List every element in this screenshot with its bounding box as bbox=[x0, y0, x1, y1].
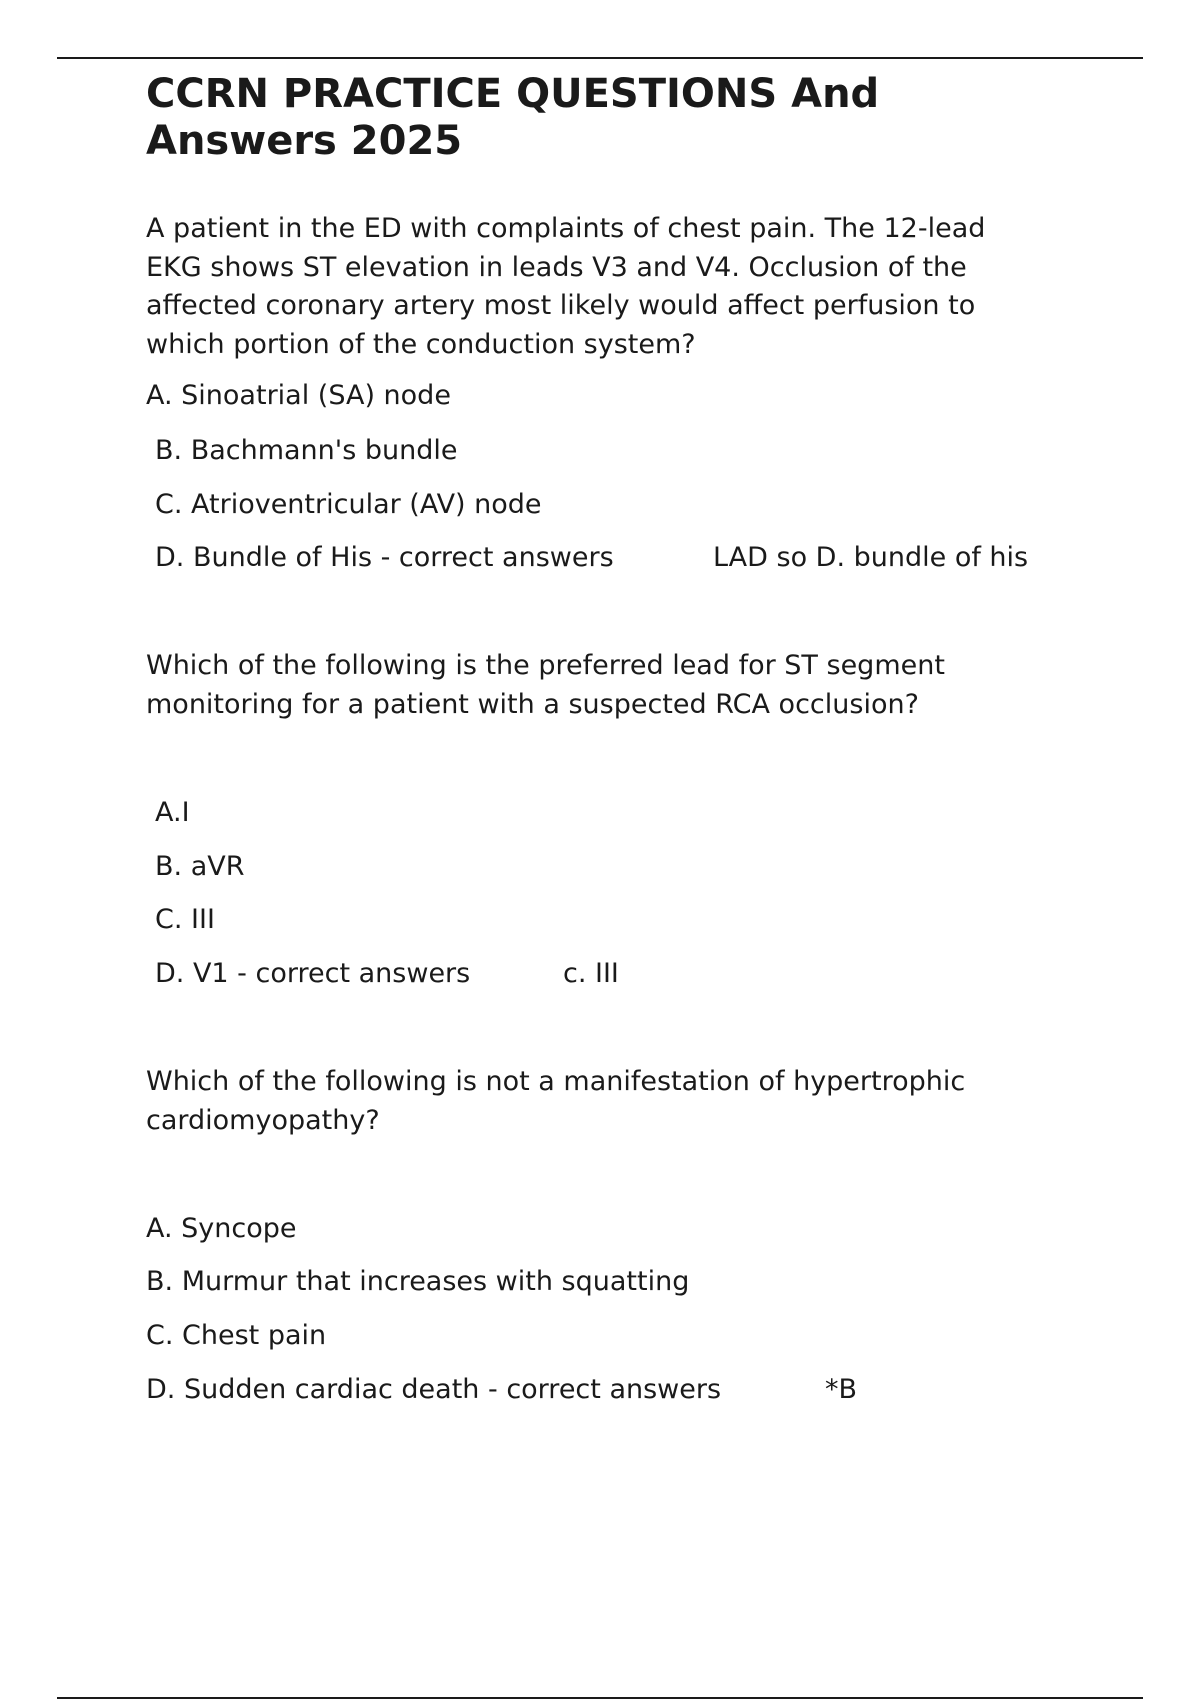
question-3-text: Which of the following is not a manifestation of hypertrophic cardiomyopathy? bbox=[146, 1066, 966, 1136]
question-2-answer: c. III bbox=[563, 958, 619, 989]
question-3-option-d: D. Sudden cardiac death - correct answers bbox=[146, 1374, 722, 1405]
question-1-option-d: D. Bundle of His - correct answers bbox=[155, 542, 614, 573]
question-2-option-b: B. aVR bbox=[155, 851, 245, 882]
question-3-option-c: C. Chest pain bbox=[146, 1320, 327, 1351]
question-1-option-a: A. Sinoatrial (SA) node bbox=[146, 380, 451, 411]
question-3-answer: *B bbox=[825, 1374, 858, 1405]
question-1-option-c: C. Atrioventricular (AV) node bbox=[155, 489, 542, 520]
question-2-option-c: C. III bbox=[155, 904, 215, 935]
document-title: CCRN PRACTICE QUESTIONS And Answers 2025 bbox=[146, 71, 880, 164]
question-3-option-b: B. Murmur that increases with squatting bbox=[146, 1266, 690, 1297]
question-2-option-a: A.I bbox=[155, 797, 190, 828]
question-1-answer: LAD so D. bundle of his bbox=[713, 542, 1029, 573]
question-1-option-b: B. Bachmann's bundle bbox=[155, 435, 458, 466]
question-2-option-d: D. V1 - correct answers bbox=[155, 958, 471, 989]
bottom-rule bbox=[57, 1697, 1143, 1699]
question-1-text: A patient in the ED with complaints of chest pain. The 12-lead EKG shows ST elevation in leads V3 and V4. Occlusion of the affected coronary artery most likely would affect perfusion to which portion of the conduction system? bbox=[146, 213, 986, 360]
top-rule bbox=[57, 57, 1143, 59]
question-2-text: Which of the following is the preferred lead for ST segment monitoring for a patient with a suspected RCA occlusion? bbox=[146, 650, 945, 720]
question-3-option-a: A. Syncope bbox=[146, 1213, 297, 1244]
